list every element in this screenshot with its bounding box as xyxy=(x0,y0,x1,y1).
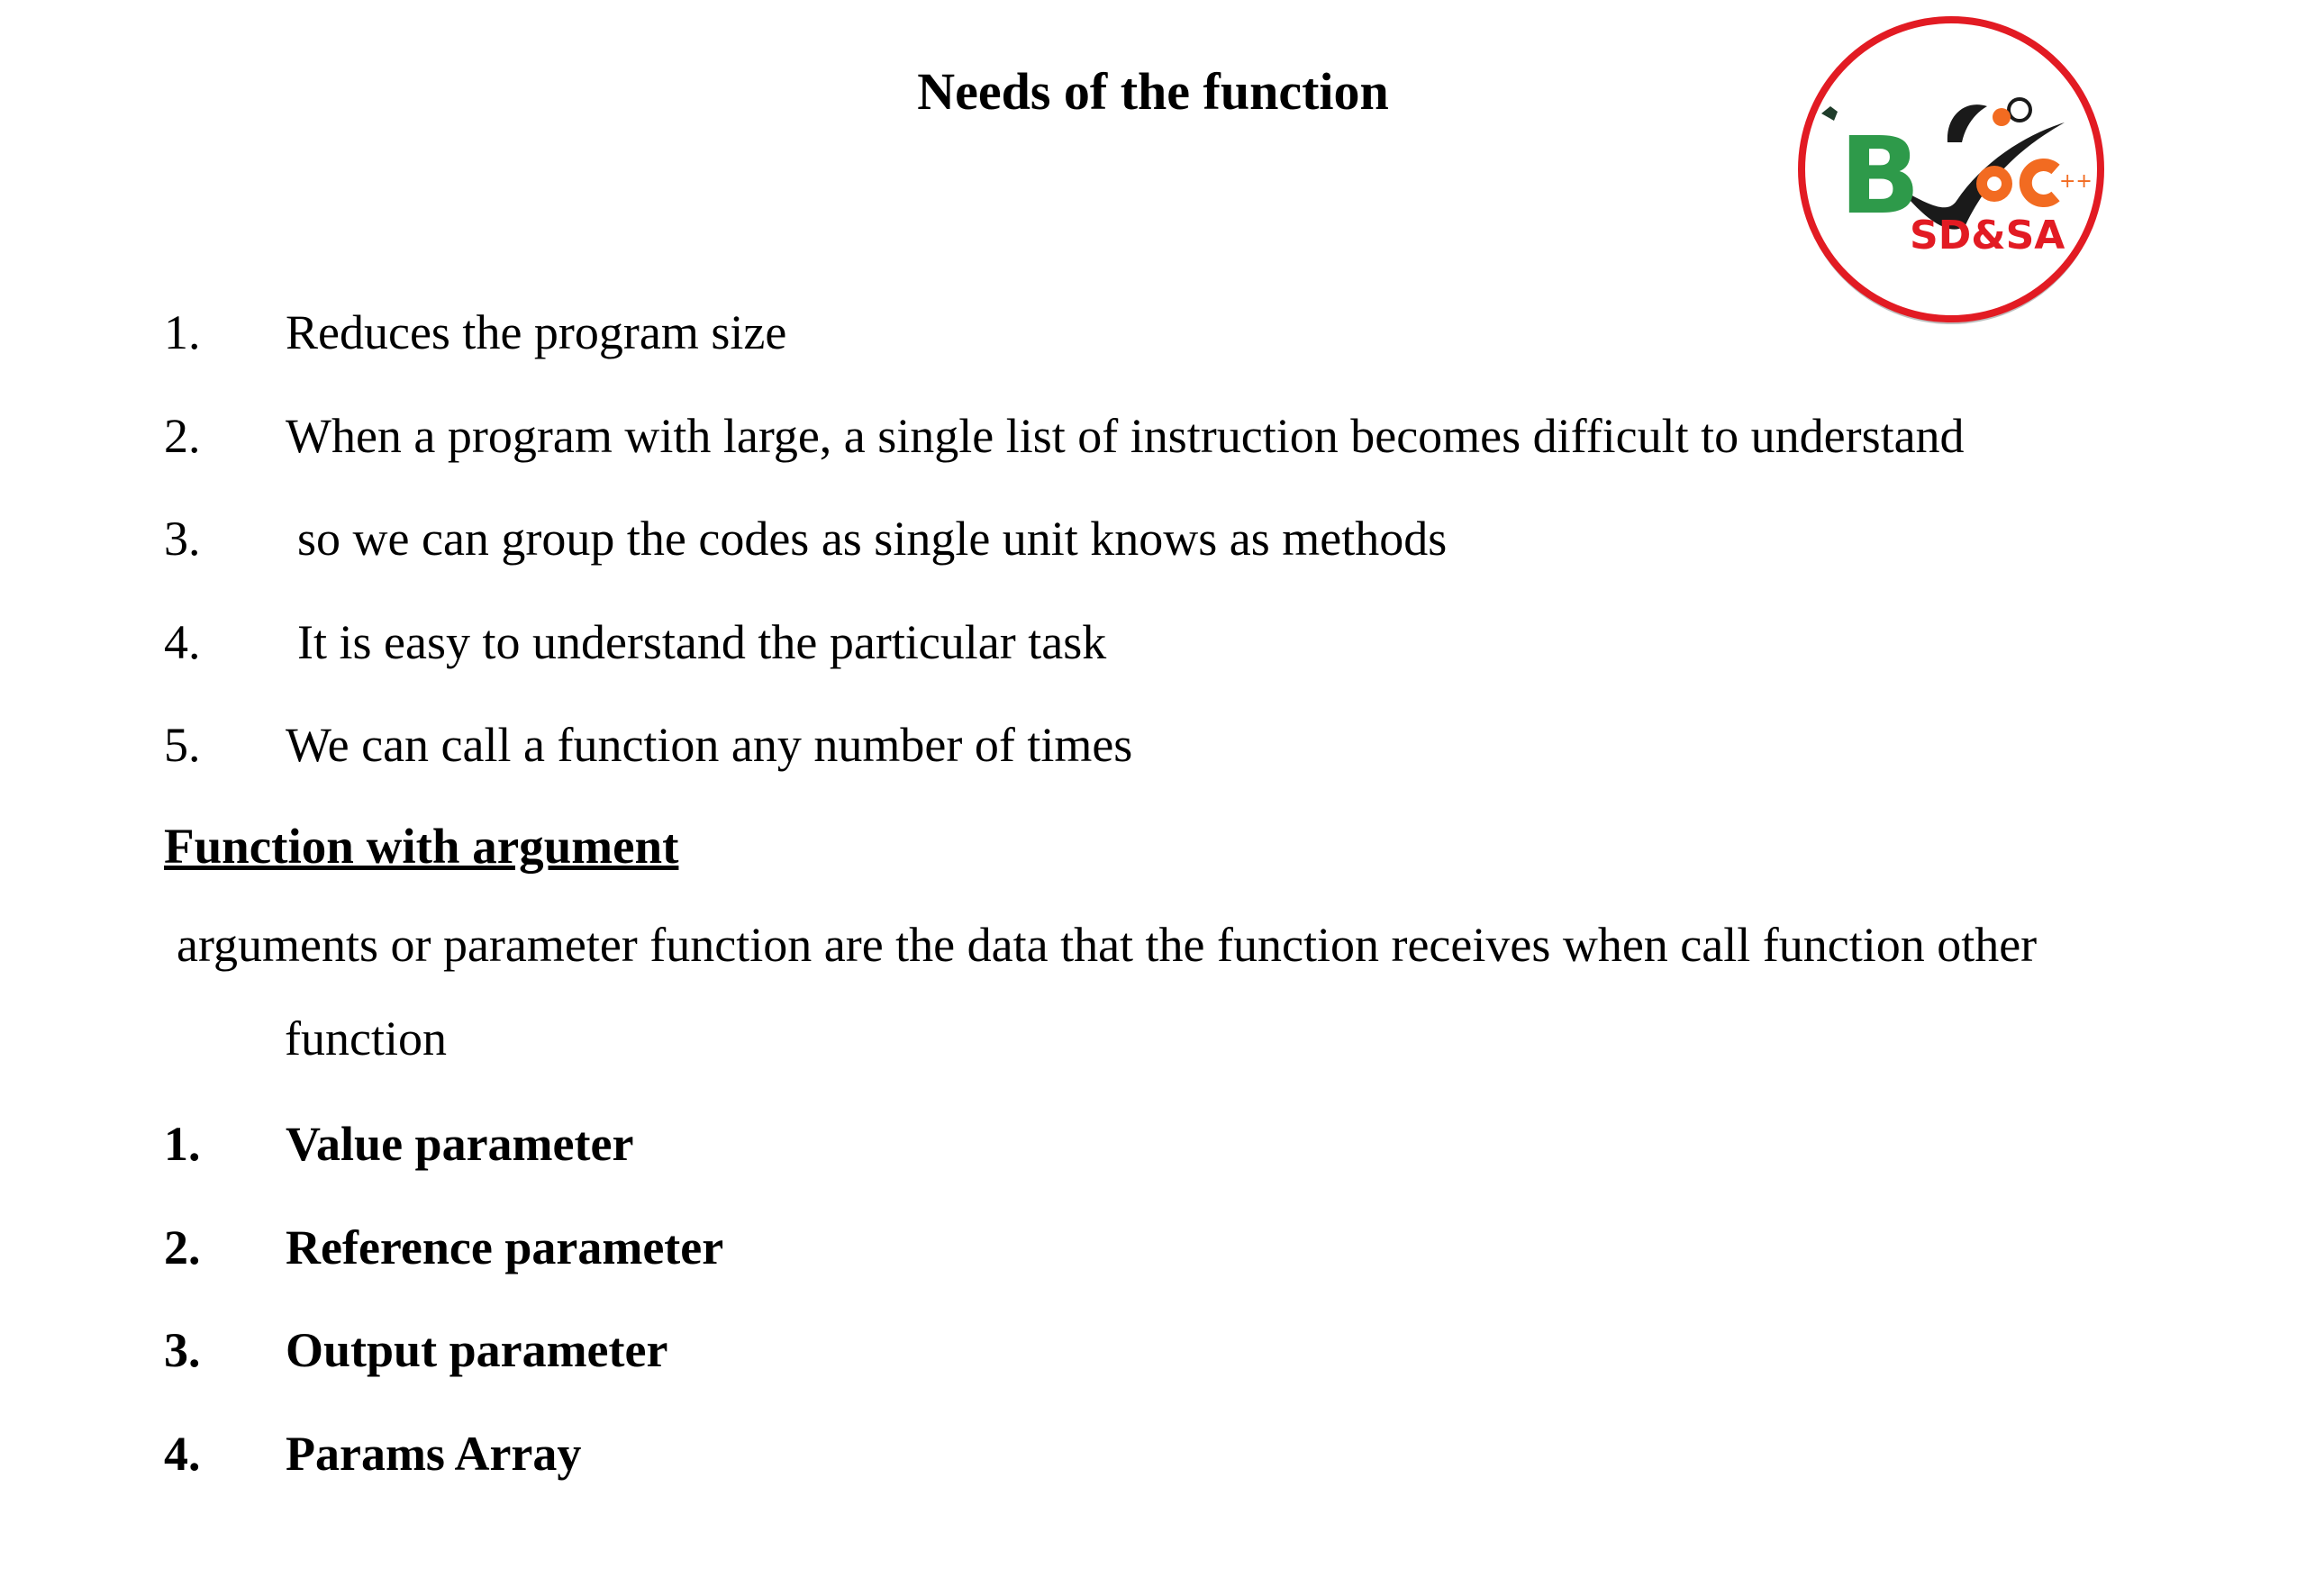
list-item xyxy=(164,487,1965,591)
list-text: When a program with large, a single list of instruction becomes difficult to understand xyxy=(286,408,1965,463)
list-number: 5. xyxy=(164,718,201,772)
list-number: 4. xyxy=(164,1426,201,1481)
page-title: Needs of the function xyxy=(917,62,1389,121)
list-text: Output parameter xyxy=(286,1323,668,1377)
list-number: 3. xyxy=(164,512,201,566)
list-text: Value parameter xyxy=(286,1117,634,1171)
list-text: We can call a function any number of times xyxy=(286,718,1133,772)
list-text: Reduces the program size xyxy=(286,305,787,359)
list-number: 3. xyxy=(164,1323,201,1377)
list-item xyxy=(164,694,1965,797)
logo-text: SD&SA xyxy=(1910,213,2065,258)
list-number: 1. xyxy=(164,305,201,359)
list-number: 4. xyxy=(164,614,201,669)
list-item xyxy=(164,1299,723,1402)
list-text: It is easy to understand the particular task xyxy=(297,614,1107,669)
list-number: 2. xyxy=(164,1220,201,1274)
list-number: 1. xyxy=(164,1117,201,1171)
list-item xyxy=(164,1402,723,1506)
paragraph-line: arguments or parameter function are the data that the function receives when call function other xyxy=(177,918,2038,972)
section-heading: Function with argument xyxy=(164,819,679,874)
list-text: Params Array xyxy=(286,1426,582,1481)
logo-letter: B xyxy=(1839,113,1920,238)
svg-text:++: ++ xyxy=(2059,170,2093,193)
list-item xyxy=(164,1196,723,1300)
list-item xyxy=(164,385,1965,488)
list-item xyxy=(164,281,1965,385)
list-item xyxy=(164,591,1965,694)
list-text: so we can group the codes as single unit knows as methods xyxy=(297,512,1448,566)
definition-paragraph xyxy=(177,898,2158,1085)
parameter-types-list xyxy=(164,1093,723,1505)
list-text: Reference parameter xyxy=(286,1220,724,1274)
list-number: 2. xyxy=(164,408,201,463)
paragraph-line: function xyxy=(285,1011,447,1066)
list-item xyxy=(164,1093,723,1196)
needs-list xyxy=(164,281,1965,797)
